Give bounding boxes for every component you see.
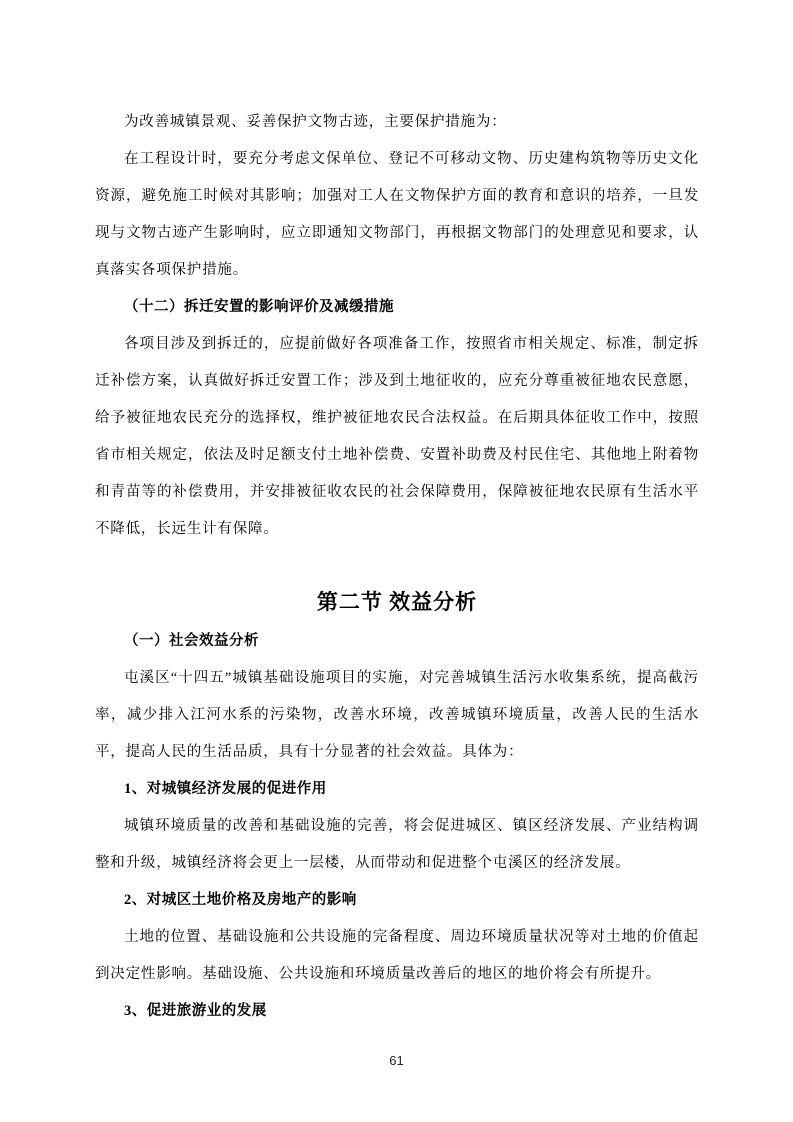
paragraph-land-value: 土地的位置、基础设施和公共设施的完备程度、周边环境质量状况等对土地的价值起到决定性影响。基础设施、公共设施和环境质量改善后的地区的地价将会有所提升。 <box>95 929 699 982</box>
paragraph-cultural-relics-protection: 在工程设计时，要充分考虑文保单位、登记不可移动文物、历史建构筑物等历史文化资源，避免施工时候对其影响；加强对工人在文物保护方面的教育和意识的培养，一旦发现与文物古迹产生影响时，应立即通知文物部门，再根据文物部门的处理意见和要求，认真落实各项保护措施。 <box>95 151 699 278</box>
heading-1-social-benefit-analysis: （一）社会效益分析 <box>124 633 259 649</box>
page-footer <box>0 1052 793 1070</box>
paragraph-economic-development: 城镇环境质量的改善和基础设施的完善，将会促进城区、镇区经济发展、产业结构调整和升级，城镇经济将会更上一层楼，从而带动和促进整个屯溪区的经济发展。 <box>95 818 699 871</box>
heading-economic-development-promotion: 1、对城镇经济发展的促进作用 <box>124 781 327 797</box>
paragraph-protection-measures-intro: 为改善城镇景观、妥善保护文物古迹，主要保护措施为： <box>124 114 507 130</box>
paragraph-demolition-compensation: 各项目涉及到拆迁的，应提前做好各项准备工作，按照省市相关规定、标准，制定拆迁补偿方案，认真做好拆迁安置工作；涉及到土地征收的，应充分尊重被征地农民意愿，给予被征地农民充分的选择权，维护被征地农民合法权益。在后期具体征收工作中，按照省市相关规定，依法及时足额支付土地补偿费、安置补助费及村民住宅、其他地上附着物和青苗等的补偿费用，并安排被征收农民的社会保障费用，保障被征地农民原有生活水平不降低，长远生计有保障。 <box>95 336 699 537</box>
heading-land-price-real-estate-impact: 2、对城区土地价格及房地产的影响 <box>124 892 357 908</box>
section-title-benefit-analysis: 第二节 效益分析 <box>316 590 478 614</box>
heading-tourism-development: 3、促进旅游业的发展 <box>124 1003 267 1019</box>
heading-12-demolition-resettlement: （十二）拆迁安置的影响评价及减缓措施 <box>124 299 394 315</box>
document-content <box>95 104 699 1030</box>
paragraph-social-benefit-overview: 屯溪区“十四五”城镇基础设施项目的实施，对完善城镇生活污水收集系统，提高截污率，减少排入江河水系的污染物，改善水环境，改善城镇环境质量，改善人民的生活水平，提高人民的生活品质，具有十分显著的社会效益。具体为： <box>95 670 699 760</box>
page-number: 61 <box>389 1053 404 1068</box>
